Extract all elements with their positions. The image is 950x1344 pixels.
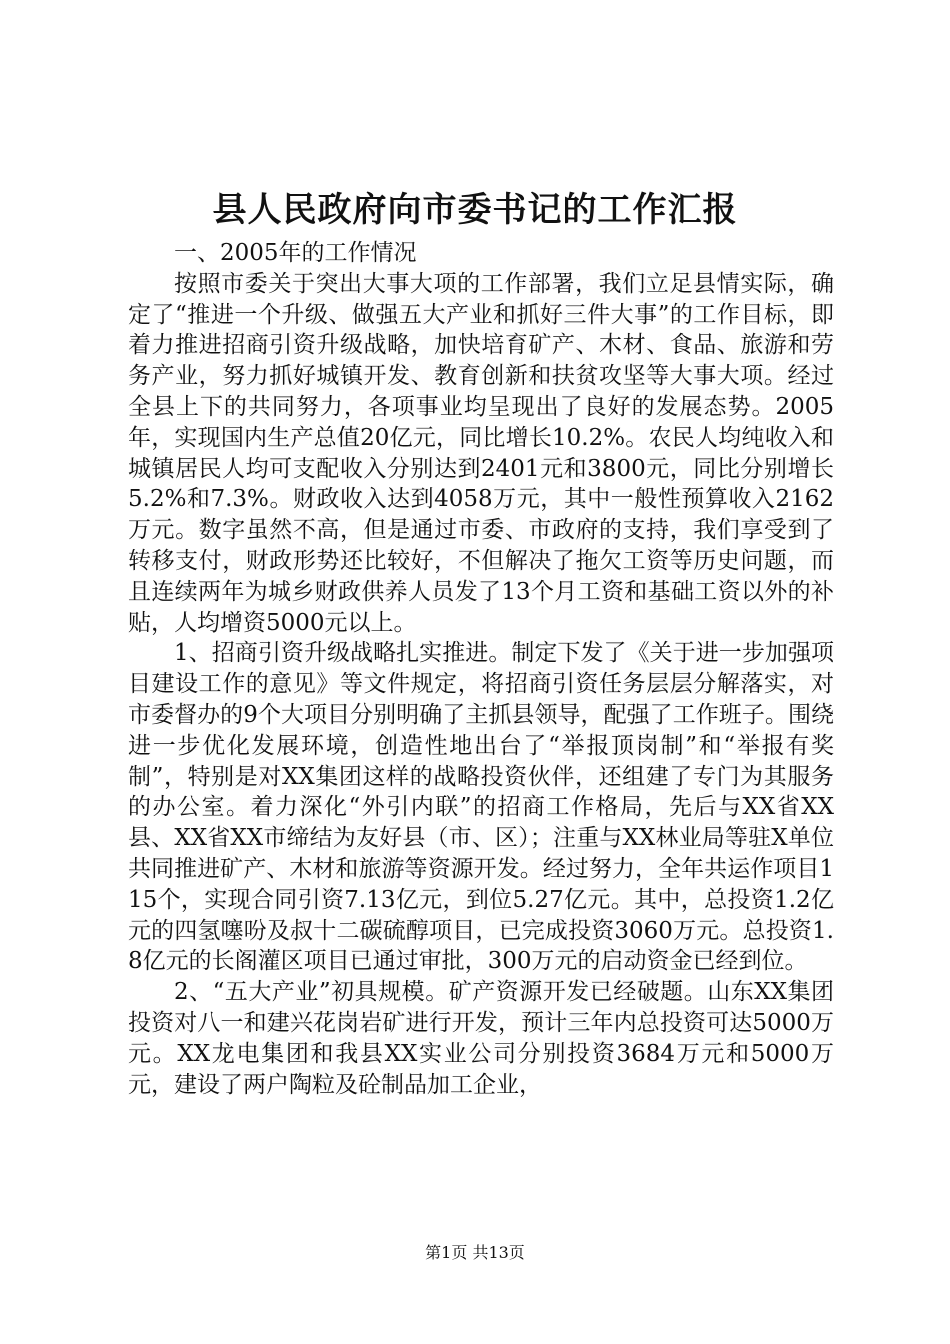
document-title: 县人民政府向市委书记的工作汇报 xyxy=(212,190,738,230)
paragraph-investment: 1、招商引资升级战略扎实推进。制定下发了《关于进一步加强项目建设工作的意见》等文件规定，将招商引资任务层层分解落实，对市委督办的9个大项目分别明确了主抓县领导，配强了工作班子。围绕进一步优化发展环境，创造性地出台了“举报顶岗制”和“举报有奖制”，特别是对XX集团这样的战略投资伙伴，还组建了专门为其服务的办公室。着力深化“外引内联”的招商工作格局，先后与XX省XX县、XX省XX市缔结为友好县（市、区）；注重与XX林业局等驻X单位共同推进矿产、木材和旅游等资源开发。经过努力，全年共运作项目115个，实现合同引资7.13亿元，到位5.27亿元。其中，总投资1.2亿元的四氢噻吩及叔十二碳硫醇项目，已完成投资3060万元。总投资1.8亿元的长阁灌区项目已通过审批，300万元的启动资金已经到位。 xyxy=(128,640,834,975)
document-body xyxy=(128,238,834,1100)
paragraph-industries: 2、“五大产业”初具规模。矿产资源开发已经破题。山东XX集团投资对八一和建兴花岗岩矿进行开发，预计三年内总投资可达5000万元。XX龙电集团和我县XX实业公司分别投资3684万元和5000万元，建设了两户陶粒及砼制品加工企业， xyxy=(128,979,834,1098)
page-footer: 第1页 共13页 xyxy=(425,1243,525,1262)
paragraph-overview: 按照市委关于突出大事大项的工作部署，我们立足县情实际，确定了“推进一个升级、做强五大产业和抓好三件大事”的工作目标，即着力推进招商引资升级战略，加快培育矿产、木材、食品、旅游和劳务产业，努力抓好城镇开发、教育创新和扶贫攻坚等大事大项。经过全县上下的共同努力，各项事业均呈现出了良好的发展态势。2005年，实现国内生产总值20亿元，同比增长10.2%。农民人均纯收入和城镇居民人均可支配收入分别达到2401元和3800元，同比分别增长5.2%和7.3%。财政收入达到4058万元，其中一般性预算收入2162万元。数字虽然不高，但是通过市委、市政府的支持，我们享受到了转移支付，财政形势还比较好，不但解决了拖欠工资等历史问题，而且连续两年为城乡财政供养人员发了13个月工资和基础工资以外的补贴，人均增资5000元以上。 xyxy=(128,270,834,636)
section-heading: 一、2005年的工作情况 xyxy=(174,240,417,266)
